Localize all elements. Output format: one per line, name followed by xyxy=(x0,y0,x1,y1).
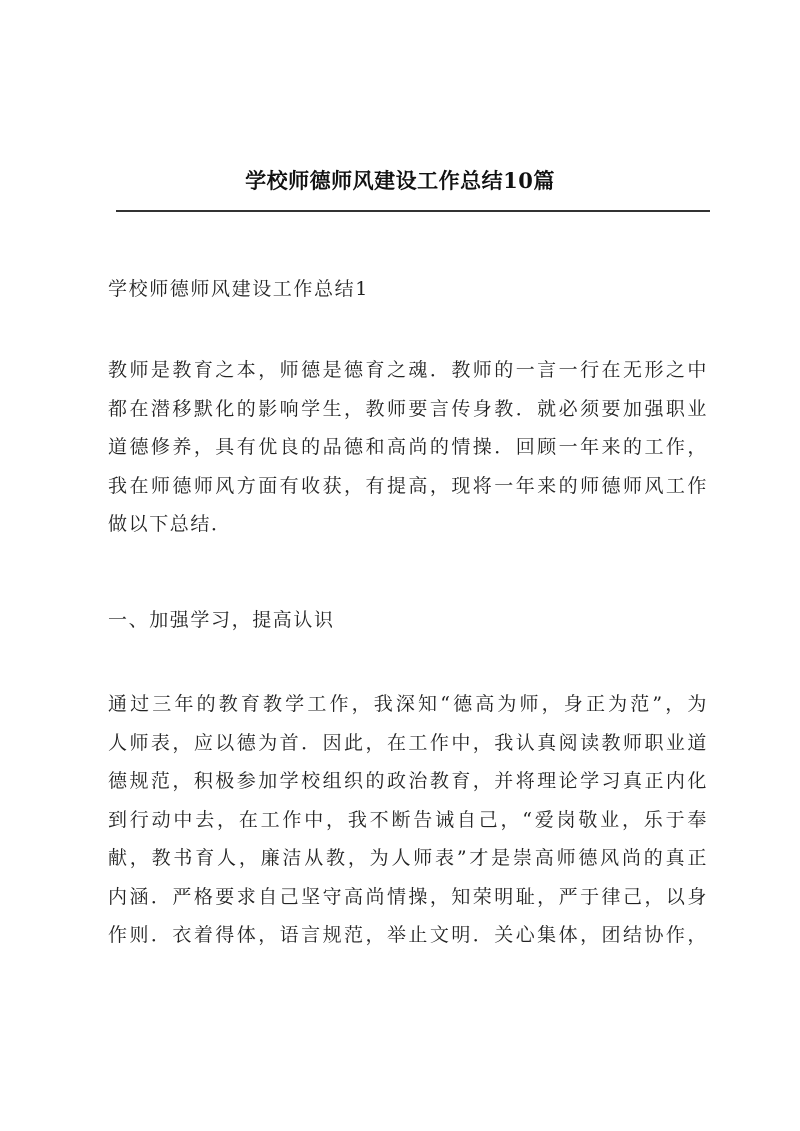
paragraph-line: 通过三年的教育教学工作，我深知“德高为师，身正为范”，为 xyxy=(108,693,708,715)
section-heading-text: 一、加强学习，提高认识 xyxy=(108,609,335,631)
subtitle-text: 学校师德师风建设工作总结1 xyxy=(108,278,369,300)
paragraph-line: 作则．衣着得体，语言规范，举止文明．关心集体，团结协作， xyxy=(108,924,708,946)
paragraph-line: 我在师德师风方面有收获，有提高，现将一年来的师德师风工作 xyxy=(108,474,708,497)
paragraph-line: 道德修养，具有优良的品德和高尚的情操．回顾一年来的工作， xyxy=(108,436,708,458)
paragraph-intro xyxy=(108,351,708,544)
title-underline xyxy=(116,210,710,212)
document-title: 学校师德师风建设工作总结10篇 xyxy=(245,168,555,193)
paragraph-line: 教师是教育之本，师德是德育之魂．教师的一言一行在无形之中 xyxy=(108,359,708,381)
paragraph-line: 都在潜移默化的影响学生，教师要言传身教．就必须要加强职业 xyxy=(108,397,708,420)
paragraph-line: 到行动中去，在工作中，我不断告诫自己，“爱岗敬业，乐于奉 xyxy=(108,808,708,831)
paragraph-line: 做以下总结． xyxy=(108,513,232,535)
paragraph-line: 献，教书育人，廉洁从教，为人师表”才是崇高师德风尚的真正 xyxy=(108,847,708,869)
paragraph-line: 内涵．严格要求自己坚守高尚情操，知荣明耻，严于律己，以身 xyxy=(108,885,708,908)
section-subtitle xyxy=(108,270,708,309)
paragraph-line: 人师表，应以德为首．因此，在工作中，我认真阅读教师职业道 xyxy=(108,731,708,754)
paragraph-line: 德规范，积极参加学校组织的政治教育，并将理论学习真正内化 xyxy=(108,770,708,792)
paragraph-section-1 xyxy=(108,685,708,955)
section-heading-1 xyxy=(108,601,708,640)
